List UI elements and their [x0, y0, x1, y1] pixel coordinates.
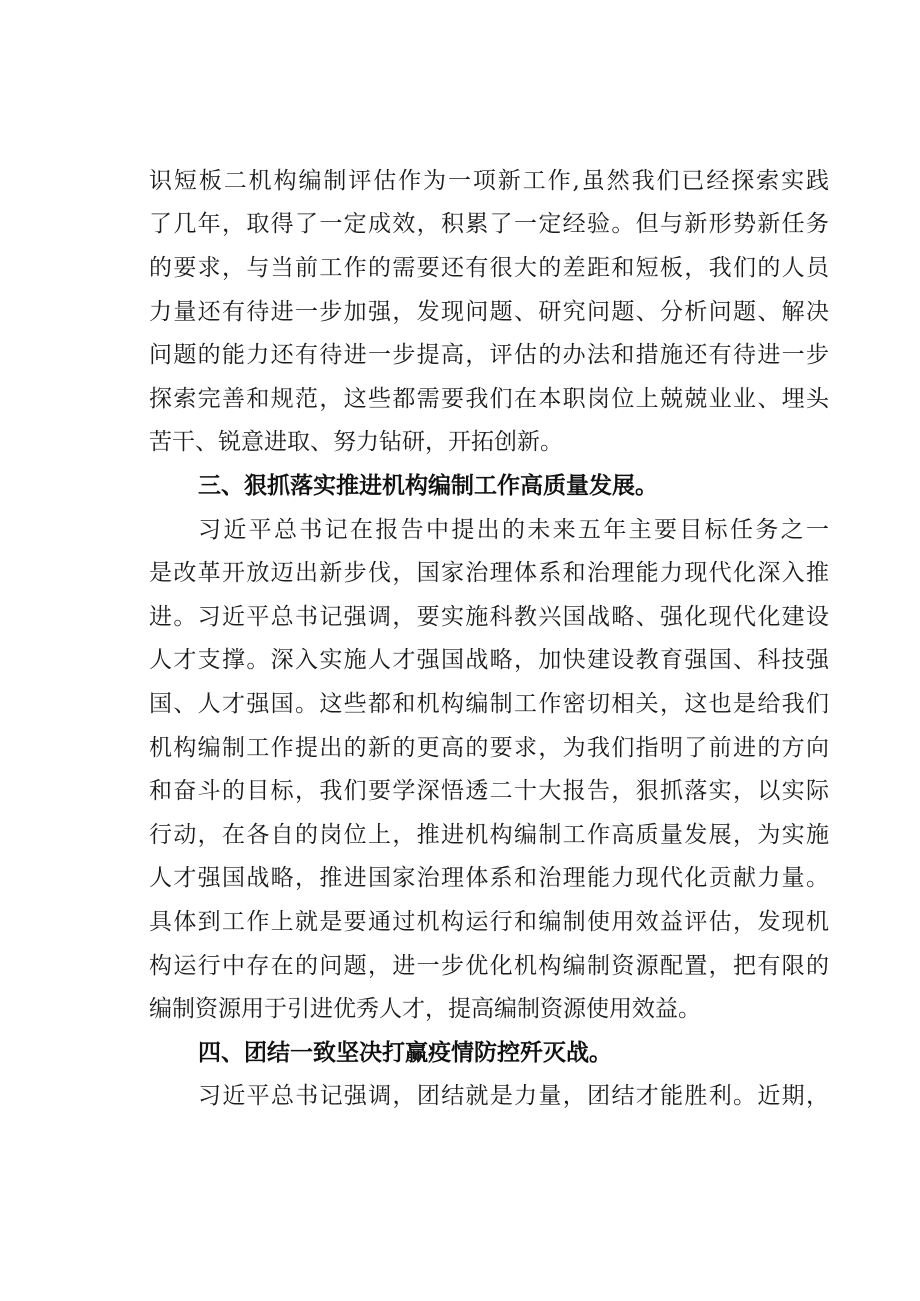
- paragraph-2-line-4: 人才支撑。深入实施人才强国战略，加快建设教育强国、科技强: [149, 647, 829, 673]
- paragraph-1-line-7: 苦干、锐意进取、努力钻研，开拓创新。: [149, 429, 563, 455]
- paragraph-2-line-10: 具体到工作上就是要通过机构运行和编制使用效益评估，发现机: [149, 909, 829, 935]
- paragraph-2-line-7: 和奋斗的目标，我们要学深悟透二十大报告，狠抓落实，以实际: [149, 778, 829, 804]
- paragraph-2-line-9: 人才强国战略，推进国家治理体系和治理能力现代化贡献力量。: [149, 865, 829, 891]
- section-heading-3: 三、狠抓落实推进机构编制工作高质量发展。: [198, 473, 658, 499]
- paragraph-2-line-12: 编制资源用于引进优秀人才，提高编制资源使用效益。: [149, 996, 701, 1022]
- paragraph-1-line-2: 了几年，取得了一定成效，积累了一定经验。但与新形势新任务: [149, 211, 829, 237]
- paragraph-2-line-8: 行动，在各自的岗位上，推进机构编制工作高质量发展，为实施: [149, 822, 829, 848]
- paragraph-1-line-4: 力量还有待进一步加强，发现问题、研究问题、分析问题、解决: [149, 299, 829, 325]
- paragraph-2-line-2: 是改革开放迈出新步伐，国家治理体系和治理能力现代化深入推: [149, 560, 829, 586]
- paragraph-2-line-3: 进。习近平总书记强调，要实施科教兴国战略、强化现代化建设: [149, 604, 829, 630]
- paragraph-3-line-1: 习近平总书记强调，团结就是力量，团结才能胜利。近期，: [198, 1083, 829, 1109]
- paragraph-1-line-6: 探索完善和规范，这些都需要我们在本职岗位上兢兢业业、埋头: [149, 386, 829, 412]
- paragraph-2-line-11: 构运行中存在的问题，进一步优化机构编制资源配置，把有限的: [149, 953, 829, 979]
- paragraph-1-line-5: 问题的能力还有待进一步提高，评估的办法和措施还有待进一步: [149, 342, 829, 368]
- section-heading-4: 四、团结一致坚决打赢疫情防控歼灭战。: [198, 1040, 612, 1066]
- paragraph-2-line-6: 机构编制工作提出的新的更高的要求，为我们指明了前进的方向: [149, 735, 829, 761]
- paragraph-1-line-1: 识短板二机构编制评估作为一项新工作,虽然我们已经探索实践: [149, 168, 829, 194]
- paragraph-1-line-3: 的要求，与当前工作的需要还有很大的差距和短板，我们的人员: [149, 255, 829, 281]
- paragraph-2-line-1: 习近平总书记在报告中提出的未来五年主要目标任务之一: [198, 517, 829, 543]
- paragraph-2-line-5: 国、人才强国。这些都和机构编制工作密切相关，这也是给我们: [149, 691, 829, 717]
